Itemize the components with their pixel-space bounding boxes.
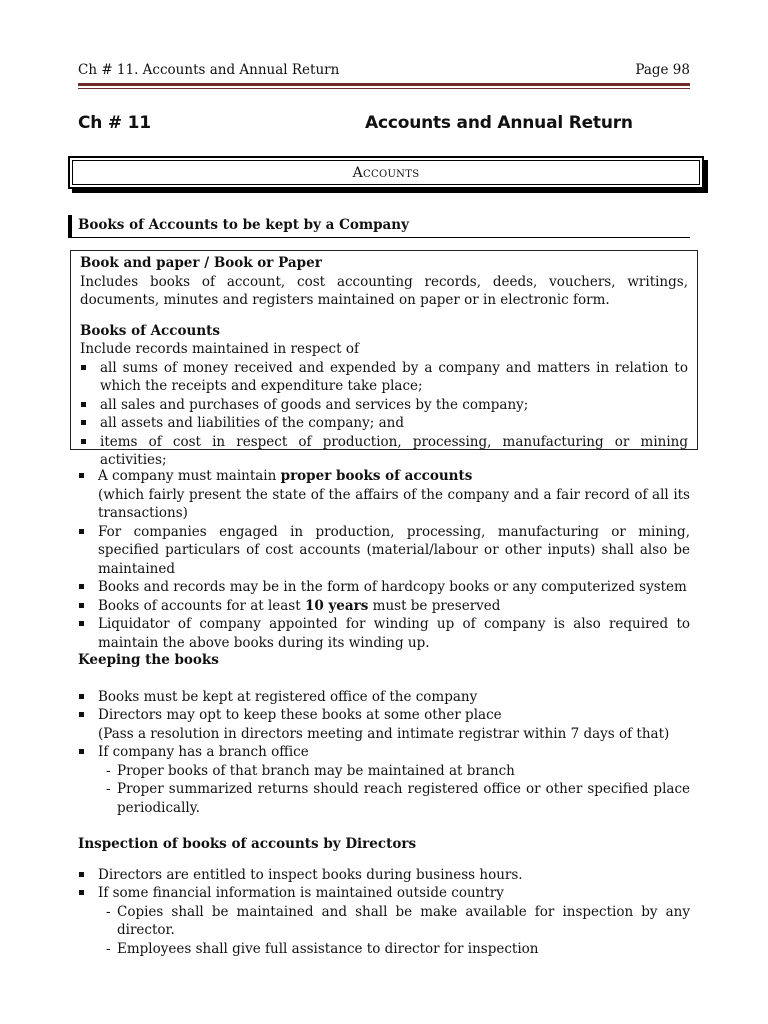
keeping-list [78, 688, 690, 762]
list-item [78, 467, 690, 523]
section-title: Accounts [352, 164, 420, 181]
running-header-title: Ch # 11. Accounts and Annual Return [78, 62, 340, 78]
subheading: Books of Accounts to be kept by a Company [68, 215, 690, 238]
requirement-text: must be preserved [368, 597, 501, 614]
branch-sublist [78, 762, 690, 818]
header-rule-thick [78, 83, 690, 86]
section-title-box [68, 156, 704, 189]
chapter-number: Ch # 11 [78, 113, 151, 133]
books-accounts-heading: Books of Accounts [80, 322, 220, 339]
list-item: - Employees shall give full assistance to director for inspection [106, 940, 690, 959]
list-item: Books and records may be in the form of hardcopy books or any computerized system [78, 578, 690, 597]
list-item: For companies engaged in production, processing, manufacturing or mining, specified particulars of cost accounts (material/labour or other inputs) shall also be maintained [78, 523, 690, 579]
list-item: If company has a branch office [78, 743, 690, 762]
requirement-text: Books of accounts for at least [98, 597, 305, 614]
list-item: all sales and purchases of goods and services by the company; [80, 396, 688, 415]
inspection-sublist [78, 903, 690, 959]
list-item: items of cost in respect of production, processing, manufacturing or mining activities; [80, 433, 688, 470]
header-rule-thin [78, 88, 690, 89]
books-accounts-intro: Include records maintained in respect of [80, 341, 359, 357]
list-item [78, 597, 690, 616]
books-accounts-list [80, 359, 688, 470]
requirement-emphasis: proper books of accounts [280, 468, 473, 484]
requirements-list [78, 467, 690, 652]
running-header [78, 62, 690, 78]
definitions-box [70, 250, 698, 468]
keeping-note: (Pass a resolution in directors meeting and intimate registrar within 7 days of that) [98, 725, 670, 742]
requirement-note: (which fairly present the state of the affairs of the company and a fair record of all its transactions) [98, 486, 690, 521]
list-item: Liquidator of company appointed for winding up of company is also required to maintain the above books during its winding up. [78, 615, 690, 652]
keeping-text: Directors may opt to keep these books at some other place [98, 707, 502, 723]
inspection-section [78, 835, 690, 958]
book-paper-text: Includes books of account, cost accounting records, deeds, vouchers, writings, documents, minutes and registers maintained on paper or in electronic form. [80, 273, 688, 308]
requirements-section [78, 467, 690, 652]
list-item: all assets and liabilities of the company; and [80, 414, 688, 433]
inspection-title: Inspection of books of accounts by Directors [78, 836, 417, 852]
list-item: - Proper books of that branch may be maintained at branch [106, 762, 690, 781]
list-item: - Copies shall be maintained and shall be make available for inspection by any director. [106, 903, 690, 940]
requirement-text: A company must maintain [98, 468, 281, 484]
list-item: Directors are entitled to inspect books during business hours. [78, 866, 690, 885]
chapter-title: Accounts and Annual Return [365, 113, 633, 133]
inspection-list [78, 866, 690, 903]
list-item: all sums of money received and expended by a company and matters in relation to which the receipts and expenditure take place; [80, 359, 688, 396]
requirement-emphasis: 10 years [304, 597, 369, 614]
list-item: Books must be kept at registered office of the company [78, 688, 690, 707]
keeping-section [78, 651, 690, 817]
list-item [78, 706, 690, 743]
book-paper-heading: Book and paper / Book or Paper [80, 255, 322, 271]
keeping-title: Keeping the books [78, 652, 219, 668]
page-number: Page 98 [635, 62, 690, 78]
list-item: - Proper summarized returns should reach registered office or other specified place periodically. [106, 780, 690, 817]
list-item: If some financial information is maintained outside country [78, 884, 690, 903]
